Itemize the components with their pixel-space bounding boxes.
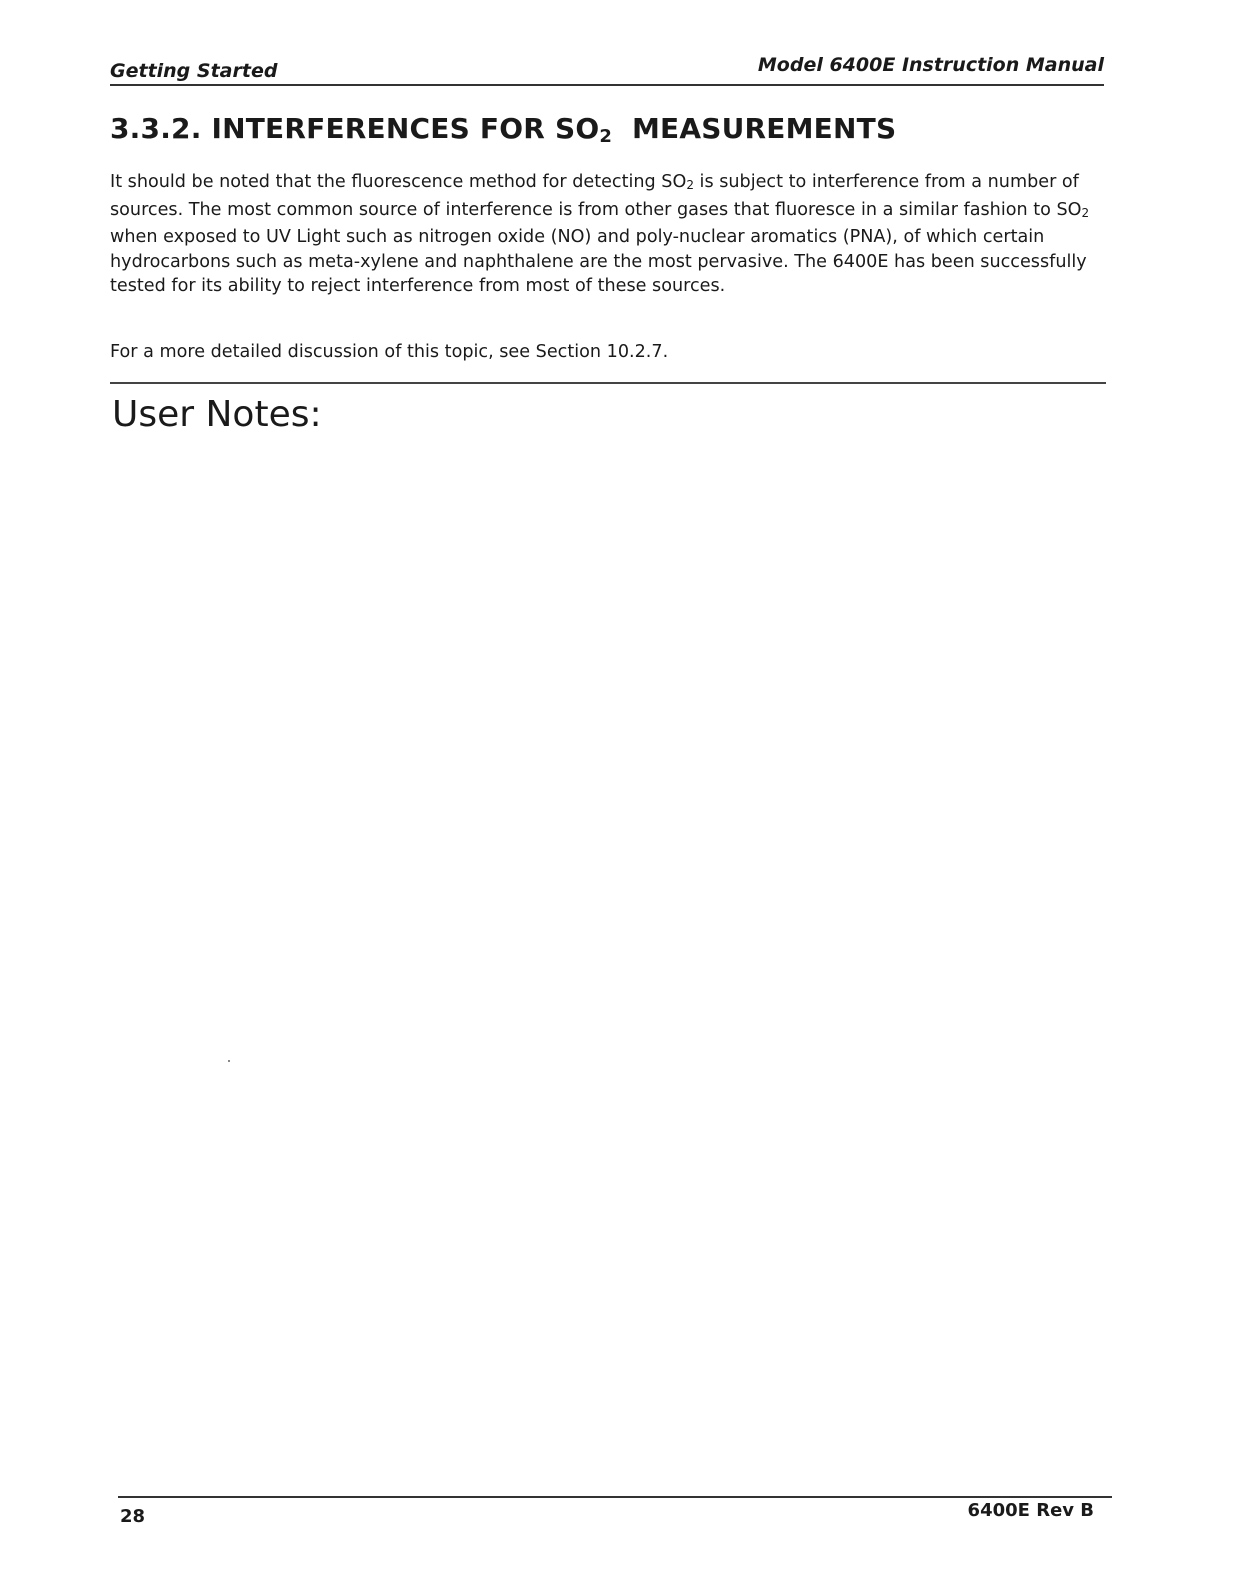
document-revision: 6400E Rev B [967, 1500, 1094, 1521]
footer-divider [118, 1496, 1112, 1498]
paragraph-1-part-3: when exposed to UV Light such as nitrogen oxide (NO) and poly-nuclear aromatics (PNA), of which certain hydrocarbons such as meta-xylene and naphthalene are the most pervasive. The 6400E has been successfully tested for its ability to reject interference from most of these sources. [110, 227, 1087, 296]
header-section-name: Getting Started [110, 60, 278, 82]
body-paragraph-1 [110, 170, 1110, 299]
page-header [110, 54, 1104, 86]
section-heading-main: 3.3.2. INTERFERENCES FOR SO [110, 112, 600, 145]
paragraph-1-part-1: It should be noted that the fluorescence method for detecting SO [110, 172, 687, 192]
page-number: 28 [120, 1506, 146, 1527]
section-heading [110, 112, 896, 147]
section-heading-subscript: 2 [599, 126, 613, 147]
paragraph-1-subscript-1: 2 [686, 178, 694, 192]
header-manual-title: Model 6400E Instruction Manual [757, 54, 1104, 76]
paragraph-1-part-2: is subject to interference from a number of sources. The most common source of interference is from other gases that fluoresce in a similar fashion to SO [110, 172, 1082, 220]
section-heading-end: MEASUREMENTS [631, 112, 897, 145]
notes-divider [110, 382, 1106, 384]
scan-speck [228, 1060, 230, 1062]
user-notes-heading: User Notes: [112, 394, 322, 435]
paragraph-1-subscript-2: 2 [1081, 205, 1090, 220]
body-paragraph-2: For a more detailed discussion of this topic, see Section 10.2.7. [110, 342, 669, 362]
